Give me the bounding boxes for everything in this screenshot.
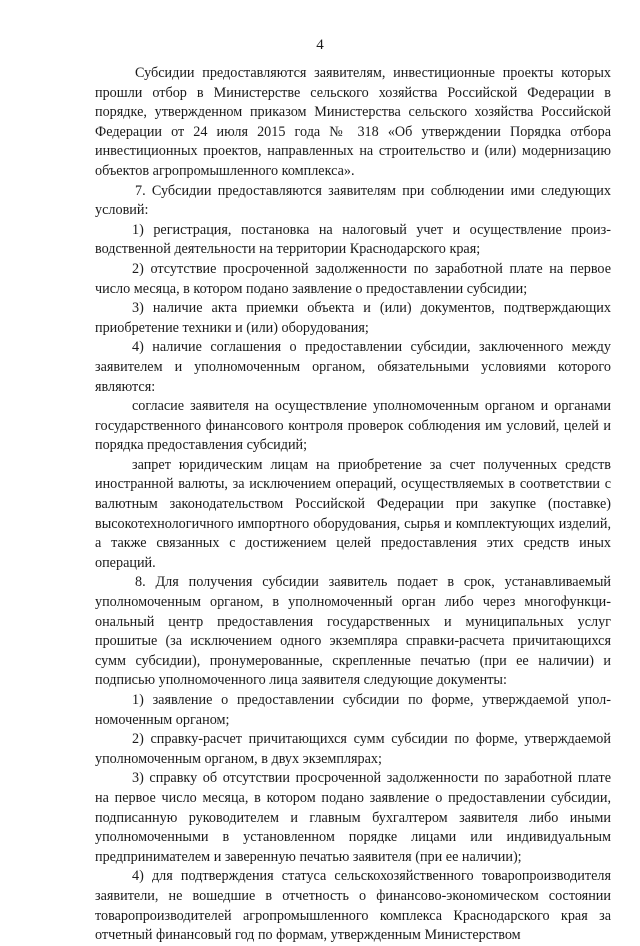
paragraph-item-8: 8. Для получения субсидии заявитель подает в срок, устанавливаемый уполномоченным органом, в уполномоченный орган либо через многофункциональный центр предоставления государственных и муниципальных услуг прошитые (за исключением одного экземпляра справки-расчета причитающихся сумм субсидии), пронумерованные, скрепленные печатью (при ее наличии) и подписью уполномоченного лица заявителя следующие документы: (95, 574, 611, 689)
paragraph-currency-ban: запрет юридическим лицам на приобретение за счет полученных средств иностранной валюты, за исключением операций, осуществляемых в соответствии с валютным законодательством Российской Федерации при закупке (поставке) высокотехнологичного импортного оборудования, сырья и комплектующих изделий, а также связанных с достижением целей предоставления этих средств иных операций. (95, 456, 611, 571)
paragraph-document-4: 4) для подтверждения статуса сельскохозяйственного товаропроизводителя заявители, не вошедшие в отчетность о финансово-экономическом состоянии товаропроизводителей агропромышленного комплекса Краснодарского края за отчетный финансовый год по формам, утвержденным Министерством (95, 868, 611, 944)
paragraph-document-3: 3) справку об отсутствии просроченной задолженности по заработной плате на первое число месяца, в котором подано заявление о предоставлении субсидии, подписанную руководителем и главным бухгалтером заявителя либо иными уполномоченными в установленном порядке лицами или индивидуальным предпринимателем и заверенную печатью заявителя (при ее наличии); (95, 770, 611, 865)
paragraph-subsidies-recipients: Субсидии предоставляются заявителям, инвестиционные проекты которых прошли отбор в Министерстве сельского хозяйства Российской Федерации в порядке, утвержденном приказом Министерства сельского хозяйства Российской Федерации от 24 июля 2015 года № 318 «Об утверждении Порядка отбора инвестиционных проектов, направленных на строительство и (или) модернизацию объектов агропромышленного комплекса». (95, 65, 611, 179)
page-number: 4 (316, 37, 324, 53)
paragraph-document-1: 1) заявление о предоставлении субсидии по форме, утверждаемой уполномоченным органом; (95, 692, 611, 728)
paragraph-condition-2: 2) отсутствие просроченной задолженности по заработной плате на первое число месяца, в котором подано заявление о предоставлении субсидии; (95, 260, 611, 297)
paragraph-document-2: 2) справку-расчет причитающихся сумм субсидии по форме, утверждаемой уполномоченным органом, в двух экземплярах; (95, 731, 611, 767)
paragraph-item-7: 7. Субсидии предоставляются заявителям при соблюдении ими следующих условий: (95, 182, 611, 219)
paragraph-condition-3: 3) наличие акта приемки объекта и (или) документов, подтверждающих приобретение техники и (или) оборудования; (95, 300, 611, 336)
paragraph-condition-4: 4) наличие соглашения о предоставлении субсидии, заключенного между заявителем и уполномоченным органом, обязательными условиями которого являются: (95, 339, 611, 395)
paragraph-consent: согласие заявителя на осуществление уполномоченным органом и органами государственного финансового контроля проверок соблюдения им условий, целей и порядка предоставления субсидий; (95, 398, 611, 454)
document-body (95, 64, 611, 946)
paragraph-condition-1: 1) регистрация, постановка на налоговый учет и осуществление производственной деятельности на территории Краснодарского края; (95, 221, 611, 258)
